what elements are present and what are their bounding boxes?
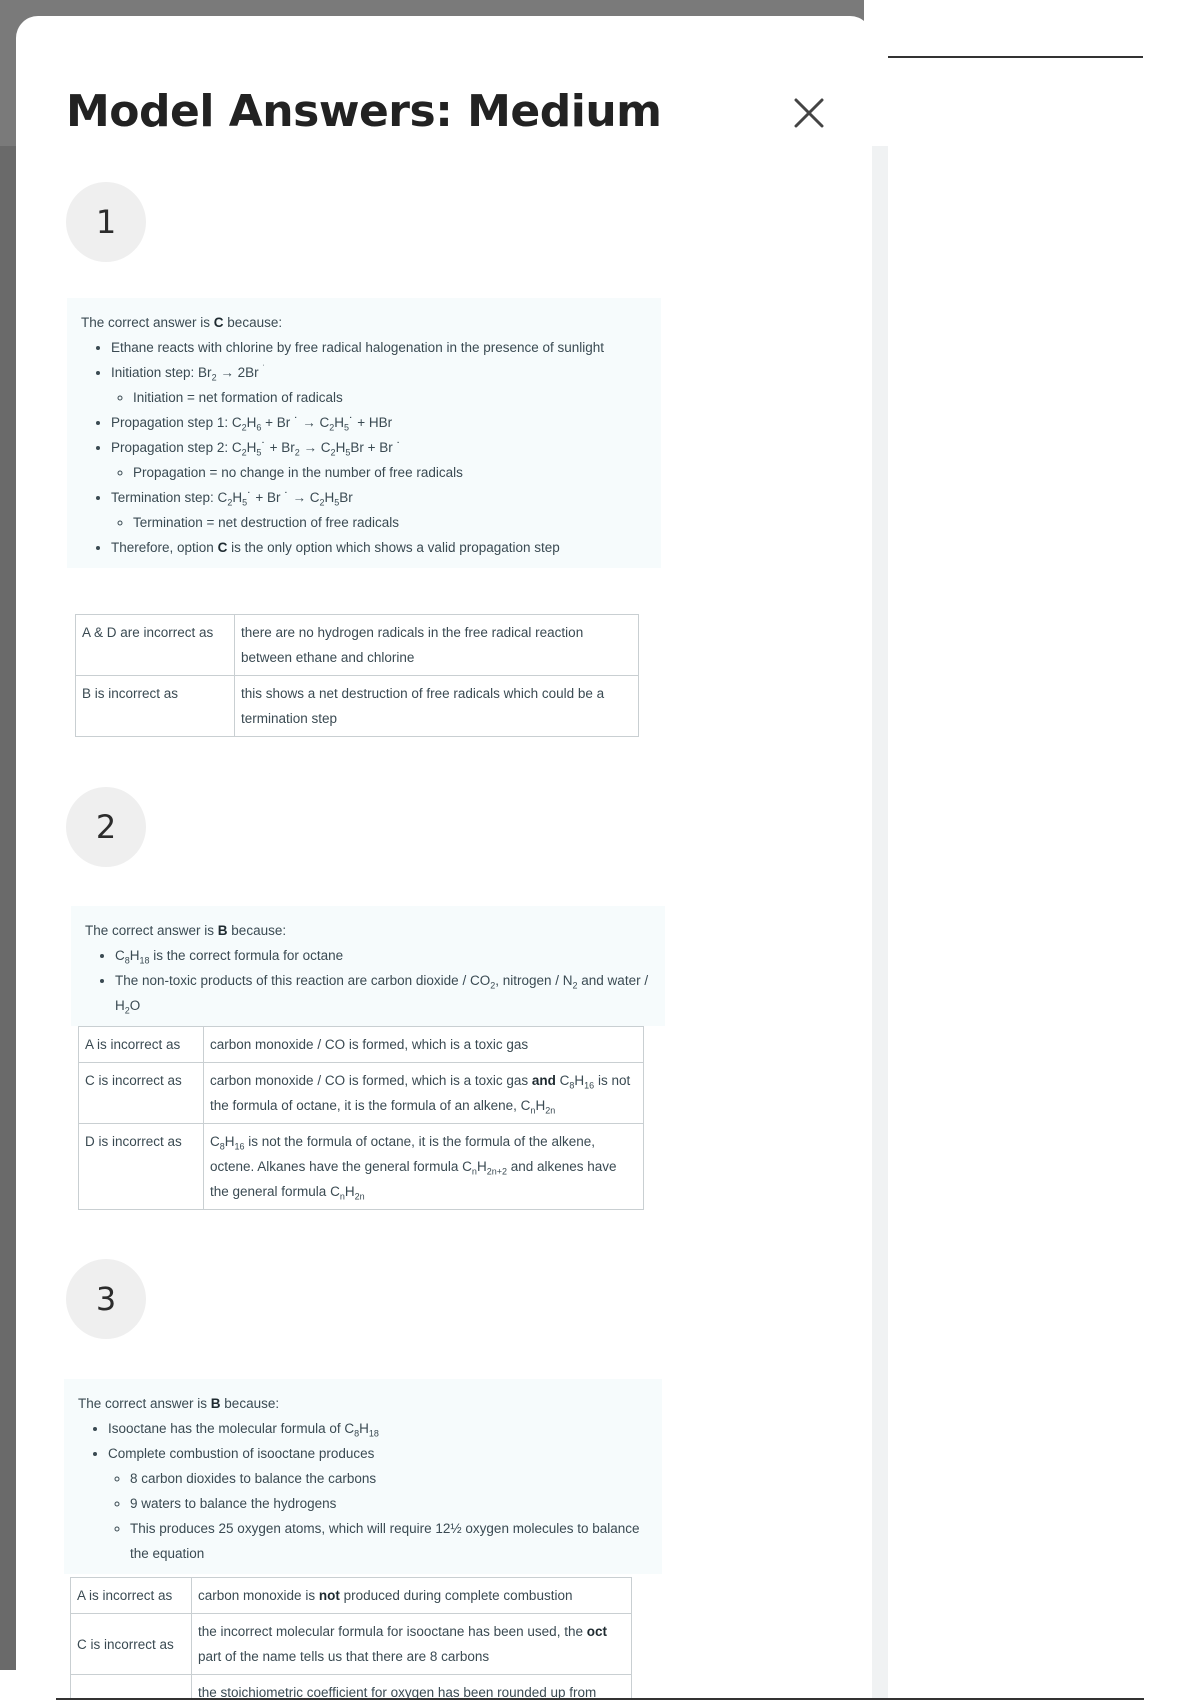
backdrop-overlay-left — [0, 146, 16, 1670]
list-item: • Complete combustion of isooctane produces ◦ 8 carbon dioxides to balance the carbons ◦ 9 waters to balance the hydrogens ◦ This produces 25 oxygen atoms, which will require 12½ oxygen molecules to balance the equation — [108, 1441, 652, 1566]
table-cell-reason: the incorrect molecular formula for isooctane has been used, the oct part of the name tells us that there are 8 carbons — [192, 1614, 632, 1675]
table-cell-reason: this shows a net destruction of free radicals which could be a termination step — [235, 676, 639, 737]
close-icon — [786, 92, 830, 136]
table-row — [79, 1027, 644, 1063]
divider-line — [888, 56, 1143, 58]
model-answers-modal — [16, 16, 872, 1700]
correct-option: C — [213, 315, 224, 330]
answer-explanation — [67, 298, 661, 568]
table-cell-label: C is incorrect as — [79, 1063, 204, 1124]
answer-intro: The correct answer is B because: — [85, 923, 287, 938]
table-cell-reason: $C_8H_{16}$ is not the formula of octane, it is the formula of the alkene, octene. Alkanes have the general formula $C_nH_{2n+2}$ and alkenes have the general formula $C_nH_{2n}$ — [204, 1124, 644, 1210]
table-cell-reason: carbon monoxide is not produced during complete combustion — [192, 1578, 632, 1614]
explanation-list — [78, 1416, 652, 1566]
table-row — [76, 615, 639, 676]
list-item: • Therefore, option C is the only option which shows a valid propagation step — [111, 535, 651, 560]
answer-explanation — [71, 906, 665, 1026]
explanation-list — [85, 943, 655, 1018]
table-cell-reason: there are no hydrogen radicals in the free radical reaction between ethane and chlorine — [235, 615, 639, 676]
table-cell-label: C is incorrect as — [71, 1614, 192, 1675]
list-sub-item: ◦ 9 waters to balance the hydrogens — [130, 1491, 652, 1516]
explanation-list — [81, 335, 651, 560]
close-button[interactable] — [786, 92, 830, 136]
table-row — [79, 1063, 644, 1124]
list-item: • The non-toxic products of this reaction are carbon dioxide / $CO_2$, nitrogen / $N_2$ and water / $H_2O$ — [115, 968, 655, 1018]
table-cell-label: A is incorrect as — [79, 1027, 204, 1063]
question-number-badge: 1 — [66, 182, 146, 262]
incorrect-options-table — [70, 1577, 632, 1700]
answer-explanation — [64, 1379, 662, 1574]
table-cell-label — [71, 1675, 192, 1700]
modal-title: Model Answers: Medium — [66, 86, 662, 137]
list-sub-item: ◦ This produces 25 oxygen atoms, which will require 12½ oxygen molecules to balance the equation — [130, 1516, 652, 1566]
list-item: • Propagation step 1: $C_2H_6 + Br$ ˙ → $C_2H_5˙$ + HBr — [111, 410, 651, 435]
list-item: • Initiation step: $Br_2 \to 2Br$ ˙ ◦ Initiation = net formation of radicals — [111, 360, 651, 410]
table-row — [79, 1124, 644, 1210]
table-cell-reason: the stoichiometric coefficient for oxygen has been rounded up from — [192, 1675, 632, 1700]
list-sub-item: ◦ Initiation = net formation of radicals — [133, 385, 651, 410]
table-row — [71, 1614, 632, 1675]
list-sub-item: ◦ Termination = net destruction of free radicals — [133, 510, 651, 535]
list-item: • Isooctane has the molecular formula of $C_8H_{18}$ — [108, 1416, 652, 1441]
correct-option: B — [210, 1396, 221, 1411]
table-cell-label: A & D are incorrect as — [76, 615, 235, 676]
answer-intro: The correct answer is C because: — [81, 315, 283, 330]
table-cell-reason: carbon monoxide / CO is formed, which is a toxic gas — [204, 1027, 644, 1063]
table-cell-label: D is incorrect as — [79, 1124, 204, 1210]
list-item: • Termination step: $C_2H_5˙ + Br$ ˙ → $C_2H_5Br$ ◦ Termination = net destruction of free radicals — [111, 485, 651, 535]
list-item: • Propagation step 2: $C_2H_5˙ + Br_2 \to C_2H_5Br + Br$ ˙ ◦ Propagation = no change in the number of free radicals — [111, 435, 651, 485]
question-number-badge: 2 — [66, 787, 146, 867]
list-sub-item: ◦ Propagation = no change in the number of free radicals — [133, 460, 651, 485]
table-cell-reason: carbon monoxide / CO is formed, which is a toxic gas and $C_8H_{16}$ is not the formula of octane, it is the formula of an alkene, $C_nH_{2n}$ — [204, 1063, 644, 1124]
table-row — [71, 1578, 632, 1614]
question-number-badge: 3 — [66, 1259, 146, 1339]
incorrect-options-table — [75, 614, 639, 737]
list-item: • $C_8H_{18}$ is the correct formula for octane — [115, 943, 655, 968]
table-row — [71, 1675, 632, 1700]
table-cell-label: A is incorrect as — [71, 1578, 192, 1614]
table-row — [76, 676, 639, 737]
list-sub-item: ◦ 8 carbon dioxides to balance the carbons — [130, 1466, 652, 1491]
incorrect-options-table — [78, 1026, 644, 1210]
list-item: • Ethane reacts with chlorine by free radical halogenation in the presence of sunlight — [111, 335, 651, 360]
answer-intro: The correct answer is B because: — [78, 1396, 280, 1411]
table-cell-label: B is incorrect as — [76, 676, 235, 737]
correct-option: B — [217, 923, 228, 938]
